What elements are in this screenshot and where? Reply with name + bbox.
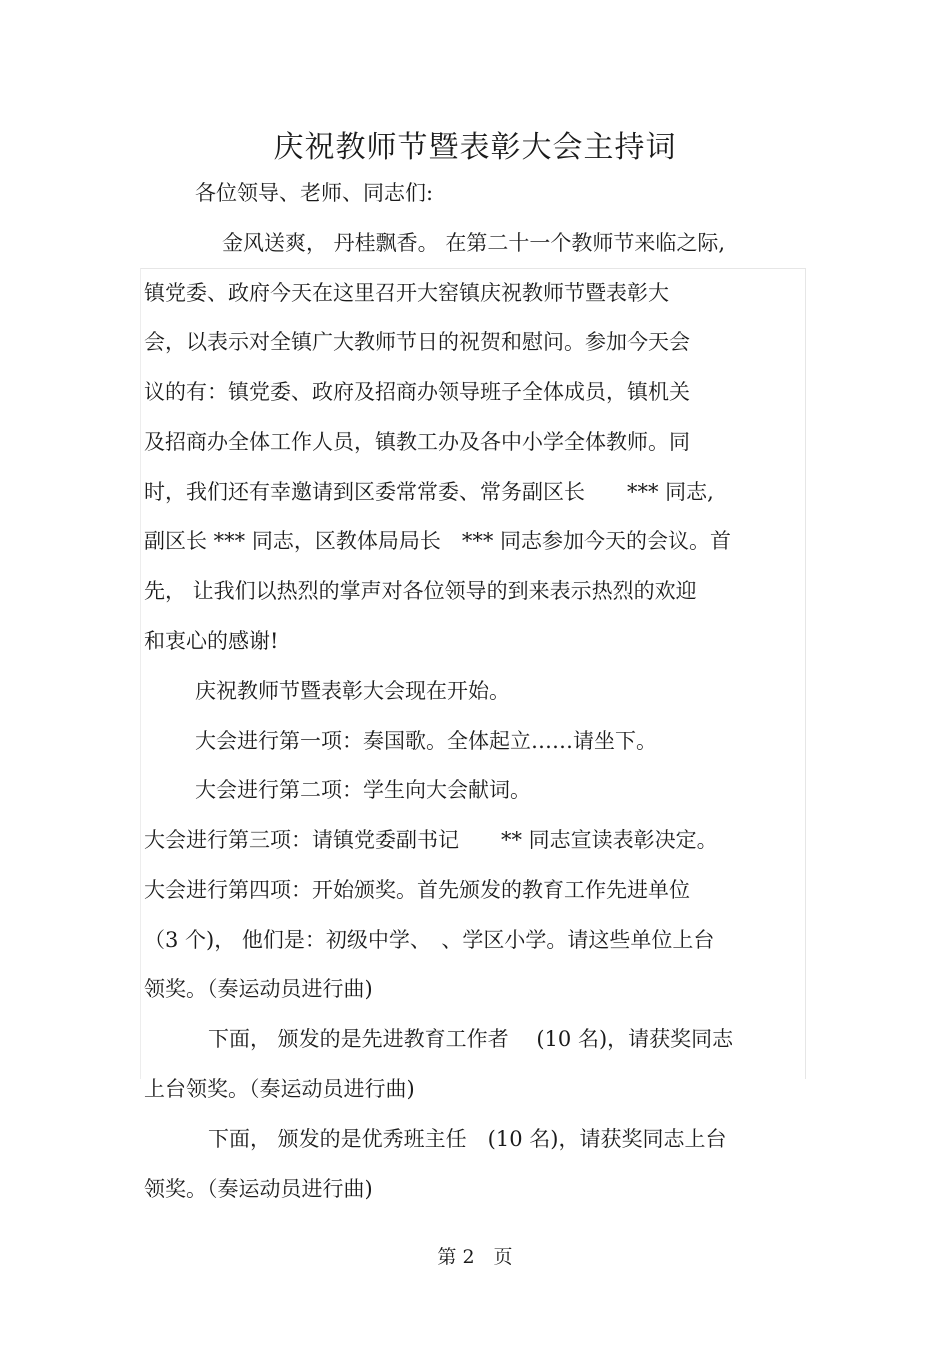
paragraph-line: 庆祝教师节暨表彰大会现在开始。 (195, 679, 510, 703)
page-number: 第 2 页 (437, 1246, 513, 1268)
paragraph-line: 时，我们还有幸邀请到区委常常委、常务副区长 *** 同志, (144, 480, 714, 504)
paragraph-line: 会，以表示对全镇广大教师节日的祝贺和慰问。参加今天会 (144, 330, 690, 354)
paragraph-line: （3 个)， 他们是：初级中学、 、学区小学。请这些单位上台 (144, 928, 715, 952)
paragraph-line: 议的有：镇党委、政府及招商办领导班子全体成员，镇机关 (144, 380, 690, 404)
document-title: 庆祝教师节暨表彰大会主持词 (273, 130, 677, 165)
paragraph-line: 领奖。（奏运动员进行曲) (144, 1177, 373, 1201)
paragraph-line: 副区长 *** 同志，区教体局局长 *** 同志参加今天的会议。首 (144, 529, 732, 553)
paragraph-line: 及招商办全体工作人员，镇教工办及各中小学全体教师。同 (144, 430, 690, 454)
agenda-item: 大会进行第四项：开始颁奖。首先颁发的教育工作先进单位 (144, 878, 690, 902)
salutation: 各位领导、老师、同志们: (195, 181, 434, 205)
agenda-item: 大会进行第一项：奏国歌。全体起立……请坐下。 (195, 729, 657, 753)
agenda-item: 大会进行第三项：请镇党委副书记 ** 同志宣读表彰决定。 (144, 828, 718, 852)
paragraph-line: 和衷心的感谢! (144, 629, 279, 653)
paragraph-line: 上台领奖。（奏运动员进行曲) (144, 1077, 415, 1101)
paragraph-line: 下面， 颁发的是优秀班主任 (10 名)，请获奖同志上台 (208, 1127, 727, 1151)
paragraph-line: 领奖。（奏运动员进行曲) (144, 977, 373, 1001)
paragraph-line: 下面， 颁发的是先进教育工作者 (10 名)，请获奖同志 (208, 1027, 734, 1051)
agenda-item: 大会进行第二项：学生向大会献词。 (195, 778, 531, 802)
paragraph-line: 先， 让我们以热烈的掌声对各位领导的到来表示热烈的欢迎 (144, 579, 697, 603)
paragraph-line: 镇党委、政府今天在这里召开大窑镇庆祝教师节暨表彰大 (144, 281, 669, 305)
paragraph-line: 金风送爽， 丹桂飘香。 在第二十一个教师节来临之际, (222, 231, 726, 255)
